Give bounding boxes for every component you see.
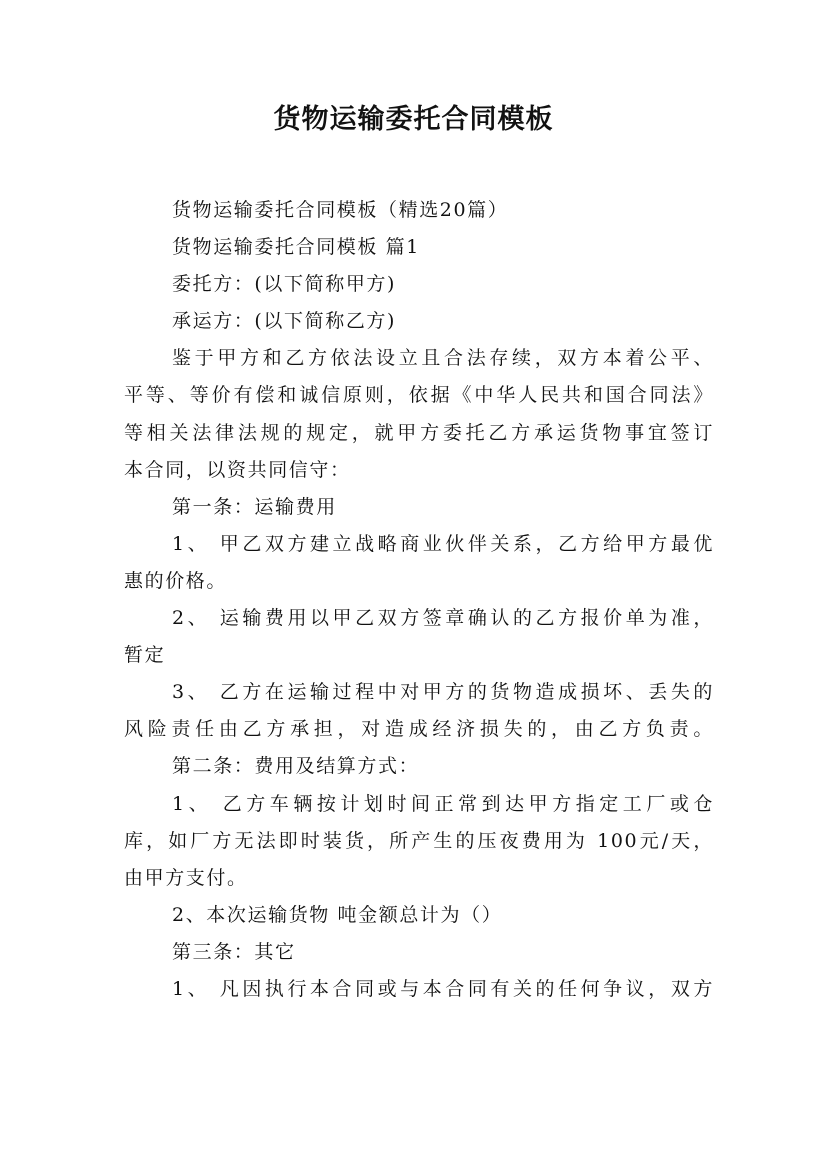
doc-line-20: 2、本次运输货物 吨金额总计为（） [172,903,503,926]
doc-line-16: 第二条：费用及结算方式： [172,755,420,778]
doc-line-15: 风险责任由乙方承担，对造成经济损失的，由乙方负责。 [124,718,714,741]
document-body [124,192,714,1008]
doc-line-21: 第三条：其它 [172,940,296,963]
doc-line-10: 1、 甲乙双方建立战略商业伙伴关系，乙方给甲方最优 [172,532,714,555]
document-title: 货物运输委托合同模板 [273,104,554,135]
doc-line-17: 1、 乙方车辆按计划时间正常到达甲方指定工厂或仓 [172,792,714,815]
doc-line-7: 等相关法律法规的规定，就甲方委托乙方承运货物事宜签订 [124,421,714,444]
doc-line-12: 2、 运输费用以甲乙双方签章确认的乙方报价单为准， [172,607,714,630]
doc-line-9: 第一条：运输费用 [172,495,337,518]
doc-line-6: 平等、等价有偿和诚信原则，依据《中华人民共和国合同法》 [124,384,714,407]
doc-line-18: 库，如厂方无法即时装货，所产生的压夜费用为 100元/天， [124,829,714,852]
doc-line-13: 暂定 [124,644,166,667]
doc-line-2: 货物运输委托合同模板 篇1 [172,236,420,259]
doc-line-5: 鉴于甲方和乙方依法设立且合法存续，双方本着公平、 [172,347,714,370]
doc-line-14: 3、 乙方在运输过程中对甲方的货物造成损坏、丢失的 [172,681,714,704]
doc-line-22: 1、 凡因执行本合同或与本合同有关的任何争议，双方 [172,977,714,1000]
doc-line-19: 由甲方支付。 [124,866,248,889]
doc-line-11: 惠的价格。 [124,569,228,592]
doc-line-4: 承运方：(以下简称乙方) [172,310,397,333]
doc-line-3: 委托方：(以下简称甲方) [172,273,397,296]
doc-line-1: 货物运输委托合同模板（精选20篇） [172,199,509,221]
doc-line-8: 本合同，以资共同信守： [124,458,351,481]
